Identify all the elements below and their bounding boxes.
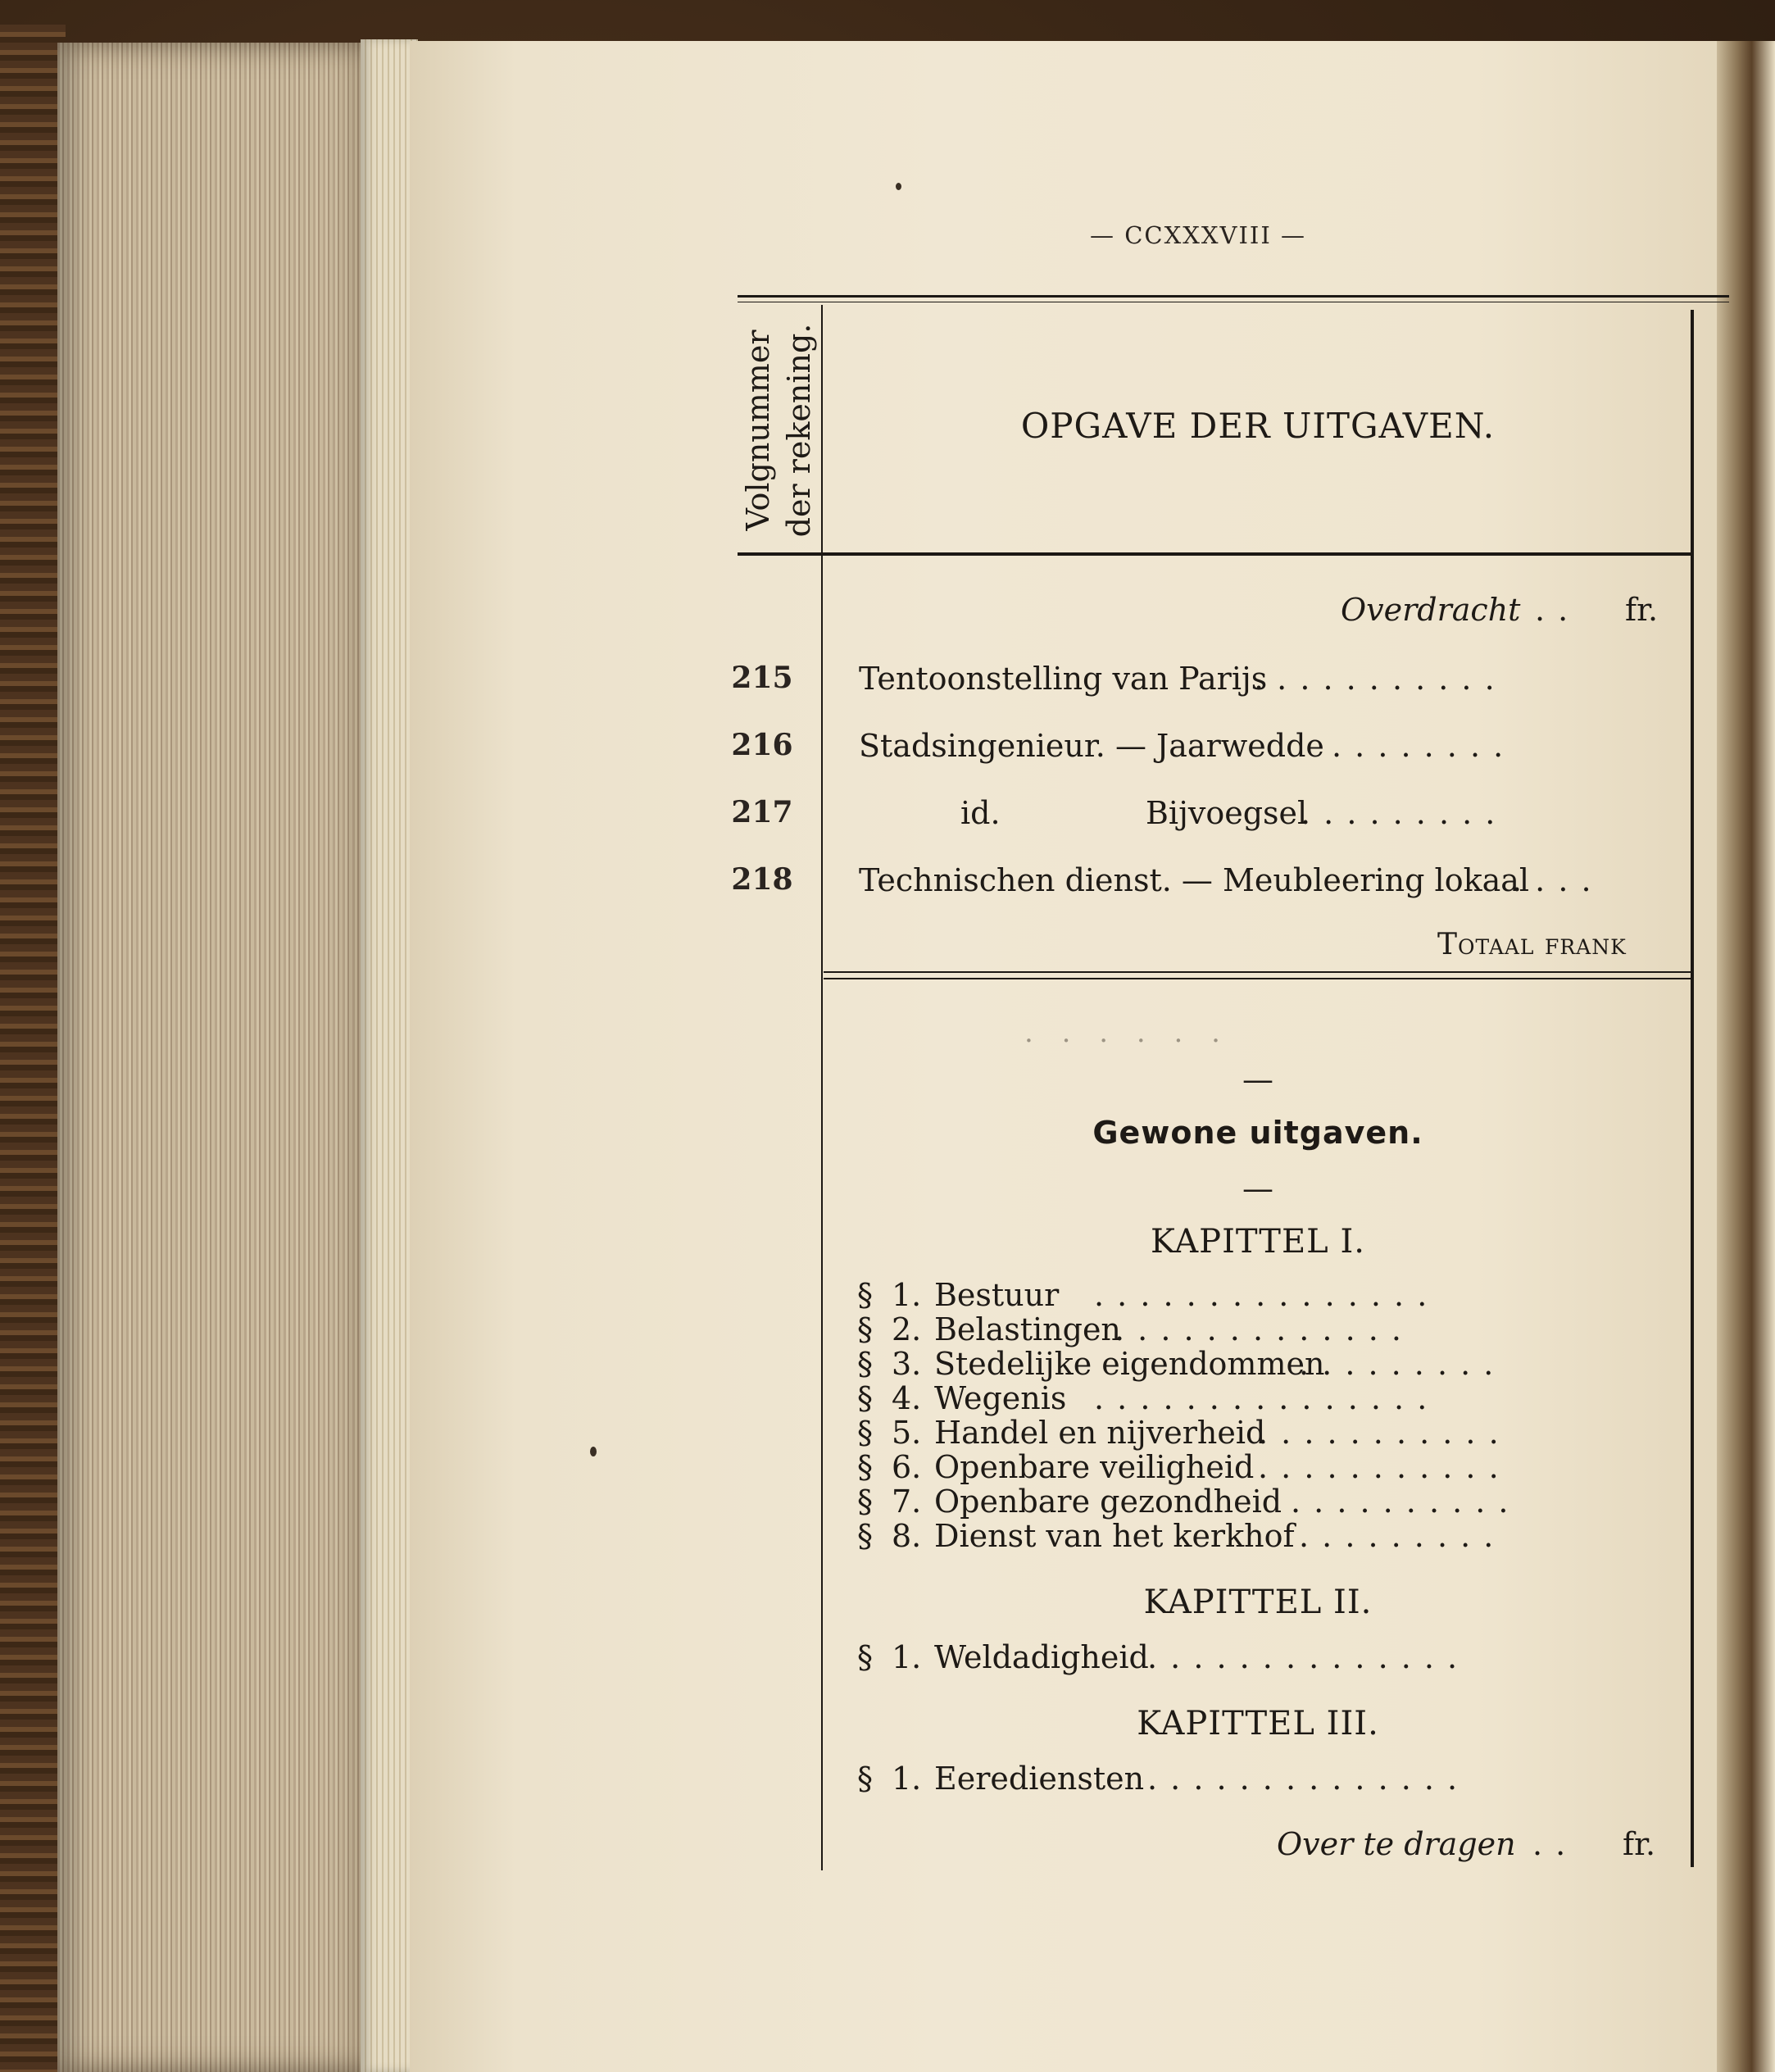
item-label: Belastingen xyxy=(934,1311,1121,1347)
item-label: Openbare gezondheid xyxy=(934,1484,1282,1520)
paragraph-mark: § xyxy=(857,1277,873,1313)
cover-edge xyxy=(0,25,66,2072)
paragraph-mark: § xyxy=(857,1380,873,1416)
section-dash-2: — xyxy=(1242,1170,1273,1206)
paragraph-mark: § xyxy=(857,1415,873,1451)
row-number: 216 xyxy=(731,728,793,762)
carry-forward-unit: fr. xyxy=(1625,592,1659,628)
item-dots: . . . . . . . . . . . xyxy=(1258,1415,1500,1451)
row-dots: . . . . xyxy=(1512,862,1593,898)
paragraph-mark: § xyxy=(857,1639,873,1675)
item-number: 7. xyxy=(892,1484,922,1520)
total-rule xyxy=(824,971,1692,973)
item-number: 1. xyxy=(892,1761,922,1797)
chapter-title: KAPITTEL III. xyxy=(1137,1705,1379,1743)
item-dots: . . . . . . . . . . . . . xyxy=(1114,1311,1403,1347)
table-top-rule xyxy=(738,295,1729,298)
row-dots: . . . . . . . . . xyxy=(1301,795,1497,831)
table-title: OPGAVE DER UITGAVEN. xyxy=(1020,406,1496,446)
item-label: Dienst van het kerkhof xyxy=(934,1518,1295,1554)
header-bottom-rule xyxy=(738,552,1692,556)
total-rule-double xyxy=(824,978,1692,979)
item-label: Eerediensten xyxy=(934,1761,1145,1797)
chapter-title: KAPITTEL I. xyxy=(1151,1223,1365,1261)
column-divider xyxy=(821,305,823,1870)
carry-over-label: Over te dragen xyxy=(1277,1826,1516,1862)
item-number: 2. xyxy=(892,1311,922,1347)
paragraph-mark: § xyxy=(857,1346,873,1382)
row-label-id: id. xyxy=(960,795,1001,831)
show-through-text: . . . . . . xyxy=(1024,1016,1230,1049)
item-dots: . . . . . . . . . . . . . . xyxy=(1147,1761,1459,1797)
item-number: 1. xyxy=(892,1277,922,1313)
paragraph-mark: § xyxy=(857,1484,873,1520)
item-number: 1. xyxy=(892,1639,922,1675)
paper-speck xyxy=(896,183,901,190)
chapter-title: KAPITTEL II. xyxy=(1143,1584,1373,1621)
row-number: 218 xyxy=(731,862,793,897)
item-dots: . . . . . . . . . . . xyxy=(1258,1449,1500,1485)
item-dots: . . . . . . . . . xyxy=(1299,1346,1496,1382)
item-number: 3. xyxy=(892,1346,922,1382)
row-label: Stadsingenieur. — Jaarwedde xyxy=(859,728,1324,764)
carry-over-unit: fr. xyxy=(1623,1826,1656,1862)
carry-over-dots: . . xyxy=(1532,1826,1568,1862)
section-title: Gewone uitgaven. xyxy=(1092,1115,1423,1151)
item-dots: . . . . . . . . . . . . . . xyxy=(1147,1639,1459,1675)
paragraph-mark: § xyxy=(857,1518,873,1554)
section-dash: — xyxy=(1242,1061,1273,1097)
row-number: 217 xyxy=(731,795,793,829)
item-label: Handel en nijverheid xyxy=(934,1415,1266,1451)
item-label: Stedelijke eigendommen xyxy=(934,1346,1325,1382)
row-dots: . . . . . . . . xyxy=(1332,728,1505,764)
row-label: Tentoonstelling van Parijs xyxy=(859,661,1268,697)
paragraph-mark: § xyxy=(857,1761,873,1797)
item-number: 8. xyxy=(892,1518,922,1554)
row-label: Technischen dienst. — Meubleering lokaal xyxy=(859,862,1530,898)
item-dots: . . . . . . . . . . . . . . . xyxy=(1094,1380,1429,1416)
row-label: Bijvoegsel xyxy=(1146,795,1308,831)
carry-forward-label: Overdracht xyxy=(1341,592,1521,628)
item-label: Wegenis xyxy=(934,1380,1067,1416)
item-label: Openbare veiligheid xyxy=(934,1449,1255,1485)
item-number: 4. xyxy=(892,1380,922,1416)
row-dots: . . . . . . . . . . . xyxy=(1254,661,1496,697)
item-dots: . . . . . . . . . . . . . . . xyxy=(1094,1277,1429,1313)
item-dots: . . . . . . . . . . xyxy=(1291,1484,1510,1520)
paragraph-mark: § xyxy=(857,1449,873,1485)
total-label: Totaal frank xyxy=(1437,928,1627,961)
column-heading-number xyxy=(738,307,819,553)
item-label: Bestuur xyxy=(934,1277,1060,1313)
item-number: 6. xyxy=(892,1449,922,1485)
page-number: — CCXXXVIII — xyxy=(1090,221,1307,249)
paper-speck xyxy=(590,1447,597,1456)
item-number: 5. xyxy=(892,1415,922,1451)
column-heading-line1: Volgnummer xyxy=(740,329,776,531)
page-block-edge xyxy=(57,43,385,2072)
paragraph-mark: § xyxy=(857,1311,873,1347)
carry-forward-dots: . . xyxy=(1535,592,1570,628)
column-heading-line2: der rekening. xyxy=(781,323,817,538)
item-dots: . . . . . . . . . xyxy=(1299,1518,1496,1554)
book-gutter xyxy=(1717,41,1775,2072)
row-number: 215 xyxy=(731,661,793,695)
item-label: Weldadigheid xyxy=(934,1639,1149,1675)
